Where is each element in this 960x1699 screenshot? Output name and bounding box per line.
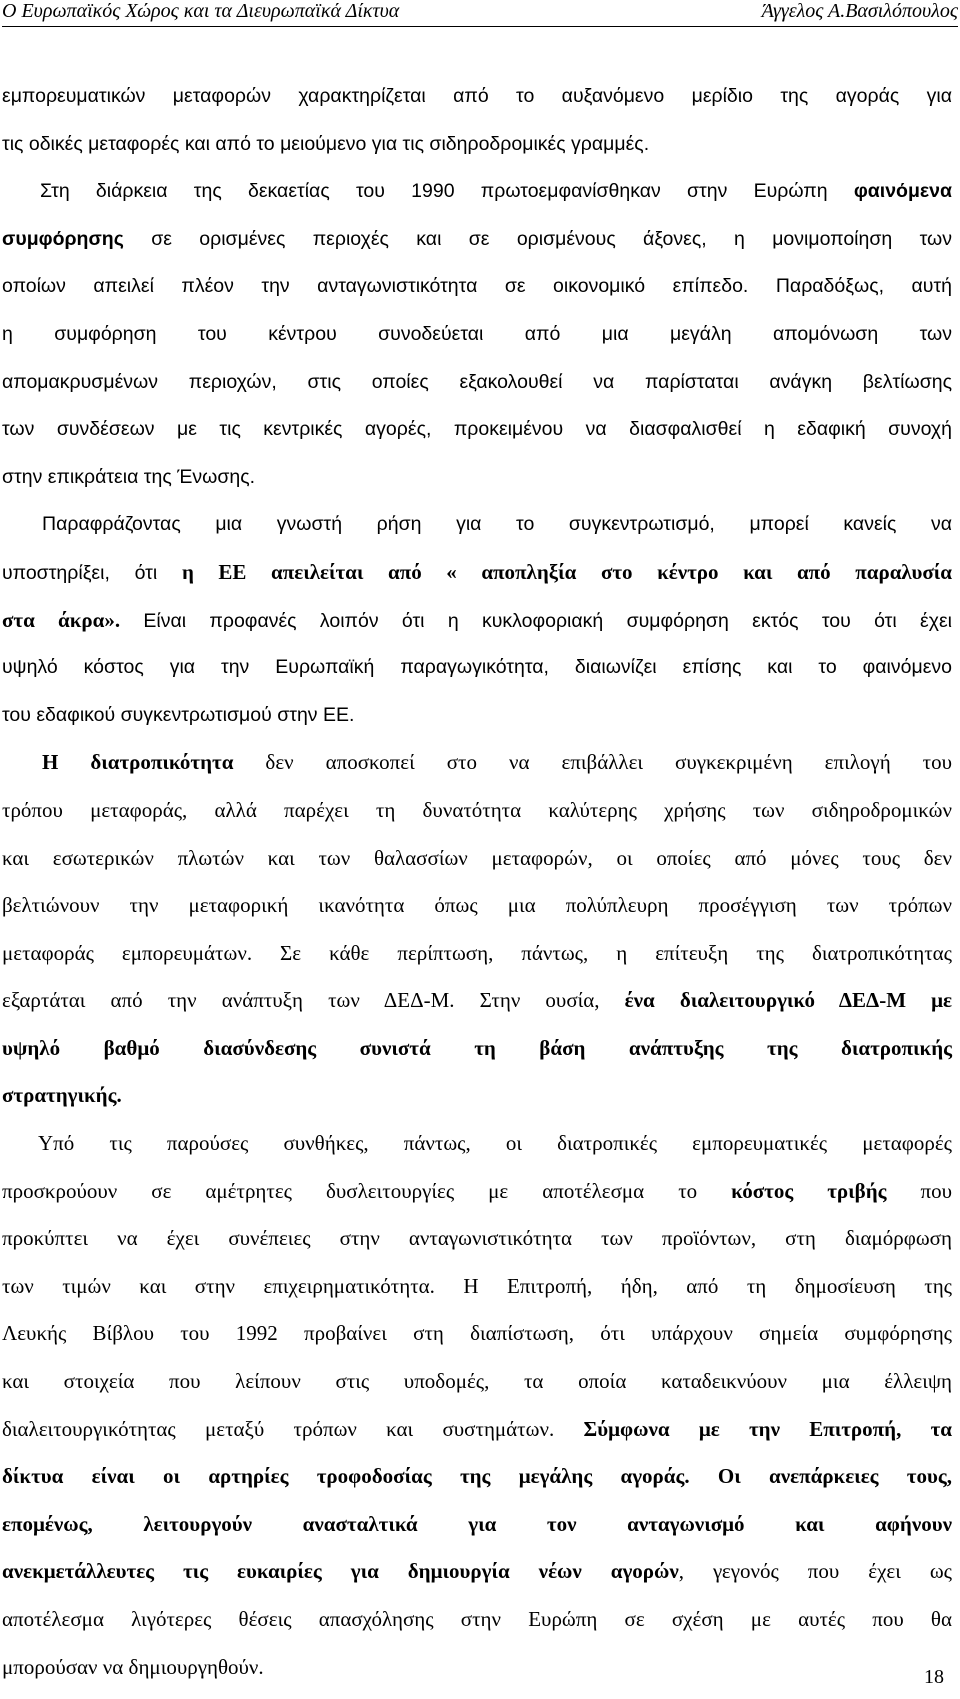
paragraph-5-line-7 xyxy=(2,1406,952,1454)
paragraph-5-line-8: δίκτυα είναι οι αρτηρίες τροφοδοσίας της μεγάλης αγοράς. Οι ανεπάρκειες τους, xyxy=(2,1464,952,1489)
text-run: σε ορισμένες περιοχές και σε ορισμένους άξονες, η μονιμοποίηση των xyxy=(123,227,952,250)
paragraph-4-line-2: τρόπου μεταφοράς, αλλά παρέχει τη δυνατότητα καλύτερης χρήσης των σιδηροδρομικών xyxy=(2,797,952,822)
paragraph-4-line-6 xyxy=(2,977,952,1025)
paragraph-5-line-5: Λευκής Βίβλου του 1992 προβαίνει στη διαπίστωση, ότι υπάρχουν σημεία συμφόρησης xyxy=(2,1321,952,1346)
header-rule xyxy=(2,26,958,27)
text-run: Στη διάρκεια της δεκαετίας του 1990 πρωτοεμφανίσθηκαν στην Ευρώπη xyxy=(40,180,854,203)
paragraph-2-line-1 xyxy=(2,168,952,216)
paragraph-5-line-9: επομένως, λειτουργούν ανασταλτικά για τον ανταγωνισμό και αφήνουν xyxy=(2,1511,952,1536)
bold-text-run: ένα διαλειτουργικό ΔΕΔ-Μ με xyxy=(624,988,952,1013)
paragraph-5-line-2 xyxy=(2,1168,952,1216)
header-author: Άγγελος Α.Βασιλόπουλος xyxy=(761,0,958,22)
text-run: δεν αποσκοπεί στο να επιβάλλει συγκεκριμένη επιλογή του xyxy=(233,750,953,775)
text-run: διαλειτουργικότητας μεταξύ τρόπων και συστημάτων. xyxy=(2,1416,584,1441)
text-run: που xyxy=(886,1178,952,1203)
header-title: Ο Ευρωπαϊκός Χώρος και τα Διευρωπαϊκά Δίκτυα xyxy=(2,0,400,22)
bold-text-run: κόστος τριβής xyxy=(731,1178,887,1203)
paragraph-5-line-12: μπορούσαν να δημιουργηθούν. xyxy=(2,1654,264,1679)
paragraph-4-line-5: μεταφοράς εμπορευμάτων. Σε κάθε περίπτωση, πάντως, η επίτευξη της διατροπικότητας xyxy=(2,940,952,965)
paragraph-2-line-2 xyxy=(2,216,952,264)
paragraph-3-line-1: Παραφράζοντας μια γνωστή ρήση για το συγκεντρωτισμό, μπορεί κανείς να xyxy=(42,513,952,536)
text-run: Είναι προφανές λοιπόν ότι η κυκλοφοριακή συμφόρηση εκτός του ότι έχει xyxy=(120,609,952,632)
bold-text-run: στα άκρα». xyxy=(2,607,121,632)
paragraph-5-line-6: και στοιχεία που λείπουν στις υποδομές, τα οποία καταδεικνύουν μια έλλειψη xyxy=(2,1369,952,1394)
text-run: υποστηρίξει, ότι xyxy=(2,561,182,584)
paragraph-2-line-4: η συμφόρηση του κέντρου συνοδεύεται από μια μεγάλη απομόνωση των xyxy=(2,322,952,345)
bold-text-run: φαινόμενα xyxy=(853,180,952,203)
bold-text-run: συμφόρησης xyxy=(2,227,124,250)
paragraph-1-line-1: εμπορευματικών μεταφορών χαρακτηρίζεται από το αυξανόμενο μερίδιο της αγοράς για xyxy=(2,85,952,107)
paragraph-5-line-1: Υπό τις παρούσες συνθήκες, πάντως, οι διατροπικές εμπορευματικές μεταφορές xyxy=(38,1131,952,1156)
text-run: , γεγονός που έχει ως xyxy=(678,1559,952,1584)
paragraph-2-line-7: στην επικράτεια της Ένωσης. xyxy=(2,465,256,488)
paragraph-4-line-3: και εσωτερικών πλωτών και των θαλασσίων μεταφορών, οι οποίες από μόνες τους δεν xyxy=(2,845,952,870)
page-number: 18 xyxy=(924,1666,944,1688)
paragraph-4-line-7: υψηλό βαθμό διασύνδεσης συνιστά τη βάση ανάπτυξης της διατροπικής xyxy=(2,1035,952,1060)
paragraph-4-line-1 xyxy=(2,739,952,787)
page-header xyxy=(2,0,958,28)
text-run: εξαρτάται από την ανάπτυξη των ΔΕΔ-Μ. Στην ουσία, xyxy=(2,988,625,1013)
bold-text-run: ανεκμετάλλευτες τις ευκαιρίες για δημιουργία νέων αγορών xyxy=(2,1559,679,1584)
paragraph-2-line-3: οποίων απειλεί πλέον την ανταγωνιστικότητα σε οικονομικό επίπεδο. Παραδόξως, αυτή xyxy=(2,275,952,298)
paragraph-5-line-10 xyxy=(2,1548,952,1596)
paragraph-5-line-4: των τιμών και στην επιχειρηματικότητα. Η Επιτροπή, ήδη, από τη δημοσίευση της xyxy=(2,1273,952,1298)
paragraph-2-line-6: των συνδέσεων με τις κεντρικές αγορές, προκειμένου να διασφαλισθεί η εδαφική συνοχή xyxy=(2,418,952,441)
bold-text-run: η ΕΕ απειλείται από « αποπληξία στο κέντρο και από παραλυσία xyxy=(181,559,952,584)
paragraph-3-line-5: του εδαφικού συγκεντρωτισμού στην ΕΕ. xyxy=(2,703,355,726)
paragraph-3-line-4: υψηλό κόστος για την Ευρωπαϊκή παραγωγικότητα, διαιωνίζει επίσης και το φαινόμενο xyxy=(2,656,952,679)
paragraph-2-line-5: απομακρυσμένων περιοχών, στις οποίες εξακολουθεί να παρίσταται ανάγκη βελτίωσης xyxy=(2,370,952,393)
bold-text-run: Σύμφωνα με την Επιτροπή, τα xyxy=(583,1416,953,1441)
paragraph-1-line-2: τις οδικές μεταφορές και από το μειούμενο για τις σιδηροδρομικές γραμμές. xyxy=(2,132,650,155)
bold-text-run: Η διατροπικότητα xyxy=(42,750,234,775)
paragraph-4-line-4: βελτιώνουν την μεταφορική ικανότητα όπως μια πολύπλευρη προσέγγιση των τρόπων xyxy=(2,893,952,918)
body-text xyxy=(2,73,952,1691)
paragraph-3-line-2 xyxy=(2,549,952,597)
paragraph-5-line-11: αποτέλεσμα λιγότερες θέσεις απασχόλησης στην Ευρώπη σε σχέση με αυτές που θα xyxy=(2,1607,952,1631)
text-run: προσκρούουν σε αμέτρητες δυσλειτουργίες με αποτέλεσμα το xyxy=(2,1178,732,1203)
paragraph-5-line-3: προκύπτει να έχει συνέπειες στην ανταγωνιστικότητα των προϊόντων, στη διαμόρφωση xyxy=(2,1226,952,1251)
paragraph-3-line-3 xyxy=(2,597,952,645)
paragraph-4-line-8: στρατηγικής. xyxy=(2,1083,122,1108)
